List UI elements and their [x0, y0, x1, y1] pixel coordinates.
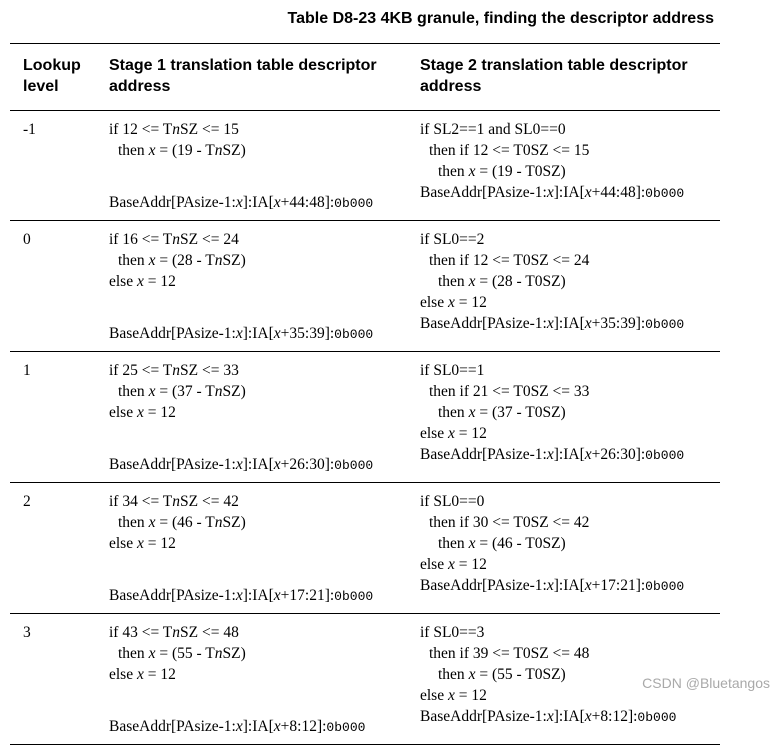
stage1-if-line: if 43 <= TnSZ <= 48: [109, 624, 239, 641]
stage2-line: then if 12 <= T0SZ <= 15: [429, 142, 590, 159]
lookup-level-cell: -1: [10, 111, 96, 221]
stage2-address-suffix: 0b000: [645, 448, 685, 463]
stage2-line: then if 12 <= T0SZ <= 24: [429, 252, 590, 269]
stage2-address-expr: BaseAddr[PAsize-1:x]:IA[x+8:12]:: [420, 708, 638, 725]
stage2-line: if SL0==1: [420, 362, 485, 379]
stage2-line: if SL0==3: [420, 624, 485, 641]
header-stage1: Stage 1 translation table descriptor address: [96, 44, 407, 111]
header-lookup-level: Lookup level: [10, 44, 96, 111]
stage2-line: then x = (28 - T0SZ): [438, 273, 566, 290]
stage2-line: then x = (46 - T0SZ): [438, 535, 566, 552]
stage1-else-line: else x = 12: [109, 404, 176, 421]
stage1-cell: [96, 483, 407, 614]
stage1-then-line: then x = (19 - TnSZ): [118, 142, 246, 159]
stage1-address-expr: BaseAddr[PAsize-1:x]:IA[x+44:48]:: [109, 194, 335, 211]
stage1-then-line: then x = (28 - TnSZ): [118, 252, 246, 269]
stage1-if-line: if 34 <= TnSZ <= 42: [109, 493, 239, 510]
stage2-address-expr: BaseAddr[PAsize-1:x]:IA[x+17:21]:: [420, 577, 646, 594]
stage2-line: else x = 12: [420, 687, 487, 704]
table-row: [10, 352, 720, 483]
lookup-level-cell: 2: [10, 483, 96, 614]
stage1-address-line: [109, 192, 403, 213]
lookup-level-cell: 3: [10, 614, 96, 745]
stage1-address-suffix: 0b000: [334, 327, 374, 342]
stage2-address-expr: BaseAddr[PAsize-1:x]:IA[x+35:39]:: [420, 315, 646, 332]
table-row: [10, 483, 720, 614]
stage2-line: then x = (37 - T0SZ): [438, 404, 566, 421]
stage1-if-line: if 12 <= TnSZ <= 15: [109, 121, 239, 138]
stage2-line: if SL0==2: [420, 231, 485, 248]
table-row: [10, 111, 720, 221]
stage1-else-line: else x = 12: [109, 666, 176, 683]
stage2-line: if SL2==1 and SL0==0: [420, 121, 566, 138]
stage2-address-expr: BaseAddr[PAsize-1:x]:IA[x+44:48]:: [420, 184, 646, 201]
stage2-line: if SL0==0: [420, 493, 485, 510]
lookup-level-cell: 0: [10, 221, 96, 352]
stage2-address-line: [420, 706, 716, 727]
table-caption: Table D8-23 4KB granule, finding the descriptor address: [287, 10, 714, 27]
stage2-line: else x = 12: [420, 425, 487, 442]
stage1-address-expr: BaseAddr[PAsize-1:x]:IA[x+17:21]:: [109, 587, 335, 604]
stage1-then-line: then x = (37 - TnSZ): [118, 383, 246, 400]
stage1-else-line: else x = 12: [109, 535, 176, 552]
stage1-if-line: if 25 <= TnSZ <= 33: [109, 362, 239, 379]
stage1-then-line: then x = (46 - TnSZ): [118, 514, 246, 531]
stage1-address-suffix: 0b000: [326, 720, 366, 735]
stage1-address-suffix: 0b000: [334, 196, 374, 211]
stage1-address-expr: BaseAddr[PAsize-1:x]:IA[x+26:30]:: [109, 456, 335, 473]
stage2-address-suffix: 0b000: [637, 710, 677, 725]
stage1-address-expr: BaseAddr[PAsize-1:x]:IA[x+8:12]:: [109, 718, 327, 735]
stage2-address-expr: BaseAddr[PAsize-1:x]:IA[x+26:30]:: [420, 446, 646, 463]
stage2-address-suffix: 0b000: [645, 579, 685, 594]
stage2-cell: [407, 221, 720, 352]
stage2-line: else x = 12: [420, 294, 487, 311]
stage2-line: then if 39 <= T0SZ <= 48: [429, 645, 590, 662]
stage2-address-line: [420, 444, 716, 465]
stage2-line: then if 30 <= T0SZ <= 42: [429, 514, 590, 531]
stage1-then-line: then x = (55 - TnSZ): [118, 645, 246, 662]
stage1-address-suffix: 0b000: [334, 589, 374, 604]
watermark: CSDN @Bluetangos: [642, 675, 770, 691]
stage2-address-line: [420, 182, 716, 203]
stage2-cell: [407, 483, 720, 614]
stage1-address-suffix: 0b000: [334, 458, 374, 473]
stage2-address-line: [420, 575, 716, 596]
table-row: [10, 614, 720, 745]
stage1-if-line: if 16 <= TnSZ <= 24: [109, 231, 239, 248]
stage1-cell: [96, 614, 407, 745]
stage1-cell: [96, 111, 407, 221]
stage1-address-line: [109, 585, 403, 606]
stage1-else-line: else x = 12: [109, 273, 176, 290]
stage2-line: then x = (19 - T0SZ): [438, 163, 566, 180]
stage2-address-suffix: 0b000: [645, 317, 685, 332]
stage2-address-line: [420, 313, 716, 334]
stage2-cell: [407, 352, 720, 483]
descriptor-address-table: [10, 43, 720, 745]
stage2-address-suffix: 0b000: [645, 186, 685, 201]
stage1-address-line: [109, 323, 403, 344]
header-stage2: Stage 2 translation table descriptor address: [407, 44, 720, 111]
table-row: [10, 221, 720, 352]
stage2-line: then x = (55 - T0SZ): [438, 666, 566, 683]
stage2-cell: [407, 111, 720, 221]
stage1-address-line: [109, 454, 403, 475]
stage2-line: else x = 12: [420, 556, 487, 573]
stage1-address-expr: BaseAddr[PAsize-1:x]:IA[x+35:39]:: [109, 325, 335, 342]
stage2-line: then if 21 <= T0SZ <= 33: [429, 383, 590, 400]
header-row: [10, 44, 720, 111]
stage1-address-line: [109, 716, 403, 737]
stage1-cell: [96, 221, 407, 352]
lookup-level-cell: 1: [10, 352, 96, 483]
stage1-cell: [96, 352, 407, 483]
